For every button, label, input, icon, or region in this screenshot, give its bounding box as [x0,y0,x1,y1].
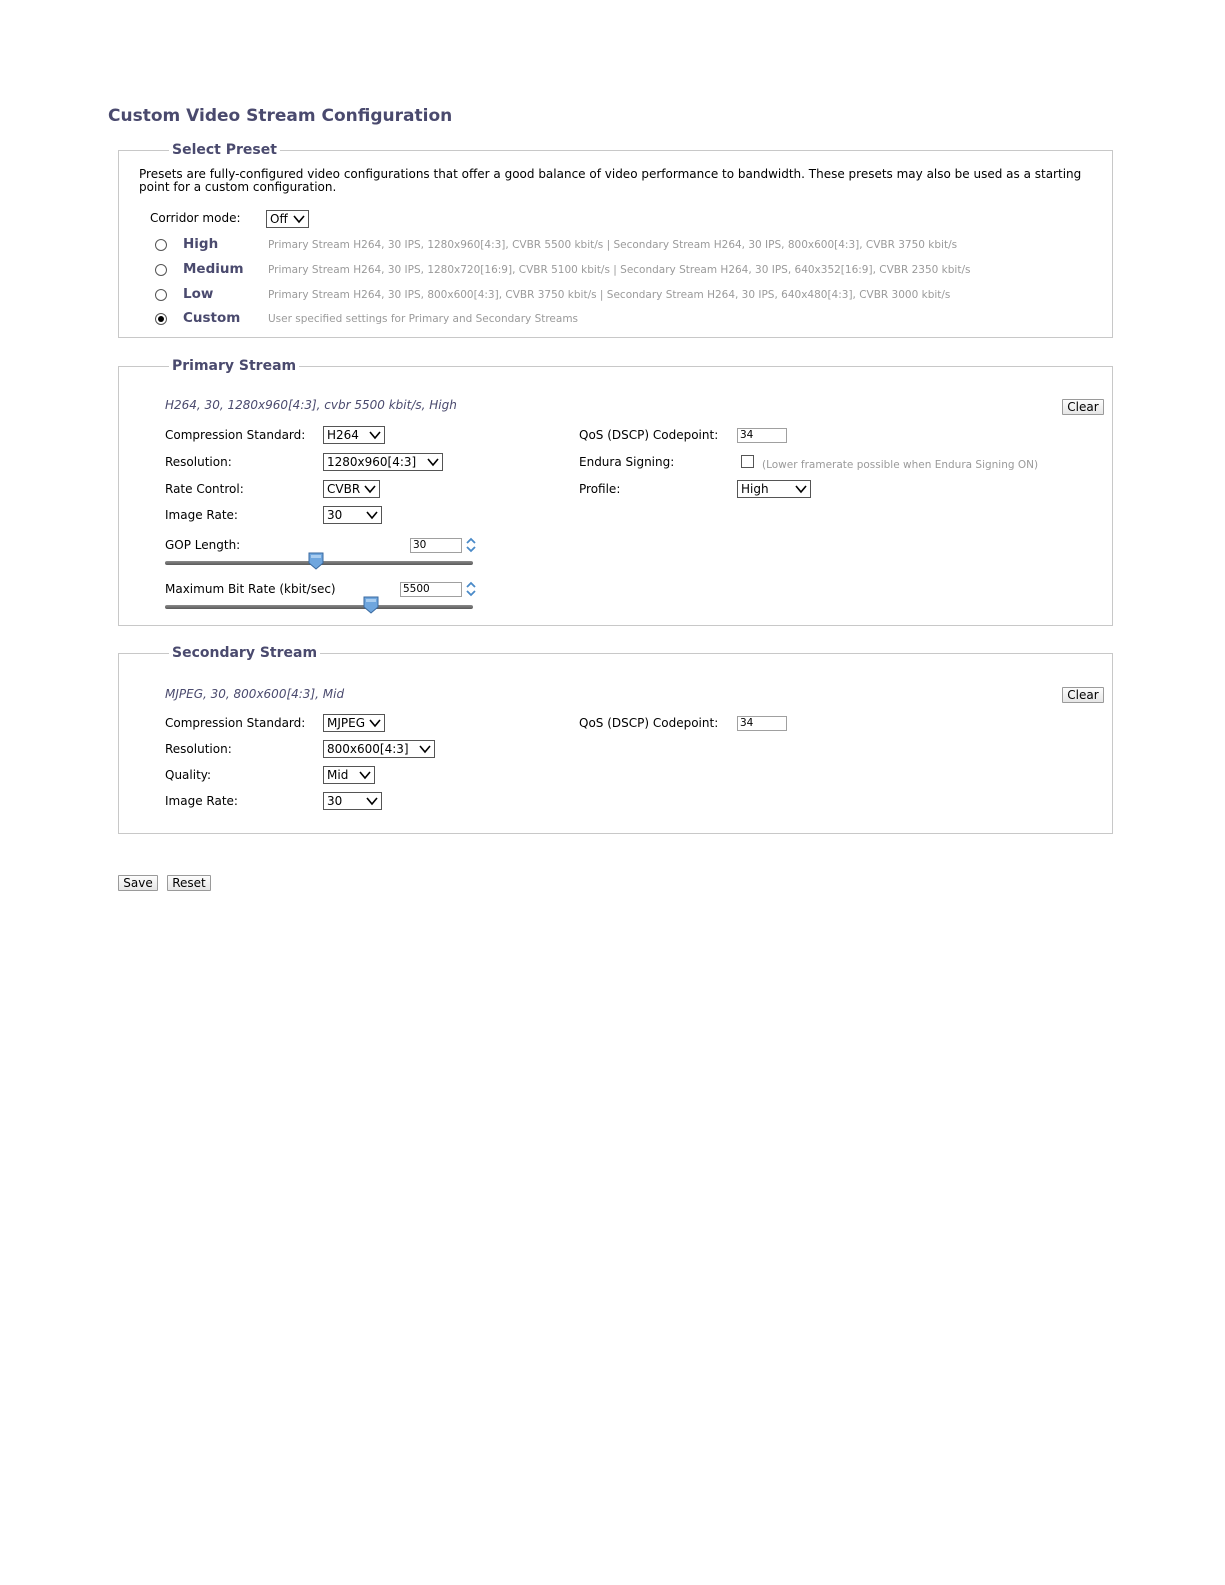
profile-value: High [741,482,769,496]
preset-name-high[interactable]: High [183,236,219,252]
preset-radio-high[interactable] [155,239,167,251]
secondary-compression-select[interactable] [323,714,385,732]
secondary-compression-value: MJPEG [327,716,366,730]
primary-clear-button[interactable]: Clear [1062,399,1104,415]
max-bitrate-input[interactable]: 5500 [400,582,462,597]
endura-signing-note: (Lower framerate possible when Endura Signing ON) [762,459,1039,471]
corridor-mode-label: Corridor mode: [150,211,241,225]
primary-compression-select[interactable] [323,426,385,444]
preset-name-custom[interactable]: Custom [183,310,241,326]
select-preset-legend: Select Preset [172,142,277,158]
primary-image-rate-select[interactable] [323,506,382,524]
preset-desc-low: Primary Stream H264, 30 IPS, 800x600[4:3], CVBR 3750 kbit/s | Secondary Stream H264, 30 IPS, 640x480[4:3], CVBR 3000 kbit/s [268,289,951,301]
preset-description: Presets are fully-configured video configurations that offer a good balance of video performance to bandwidth. These presets may also be used as a starting point for a custom configuration. [139,167,1082,194]
corridor-mode-value: Off [270,212,288,226]
chevron-down-icon [795,484,807,494]
corridor-mode-select[interactable] [266,210,309,228]
preset-desc-high: Primary Stream H264, 30 IPS, 1280x960[4:3], CVBR 5500 kbit/s | Secondary Stream H264, 30 IPS, 800x600[4:3], CVBR 3750 kbit/s [268,239,958,251]
primary-resolution-value: 1280x960[4:3] [327,455,417,469]
primary-stream-legend: Primary Stream [172,358,297,374]
chevron-down-icon [369,430,381,440]
endura-signing-label: Endura Signing: [579,455,675,469]
gop-spinner-icon[interactable] [466,537,476,553]
chevron-down-icon [419,744,431,754]
chevron-down-icon [366,510,378,520]
secondary-stream-group [118,645,1113,834]
bitrate-spinner-icon[interactable] [466,581,476,597]
chevron-down-icon [369,718,381,728]
preset-name-low[interactable]: Low [183,286,214,302]
primary-image-rate-label: Image Rate: [165,508,238,522]
primary-qos-input[interactable]: 34 [737,428,787,443]
secondary-image-rate-value: 30 [327,794,343,808]
primary-qos-label: QoS (DSCP) Codepoint: [579,428,719,442]
primary-summary: H264, 30, 1280x960[4:3], cvbr 5500 kbit/s, High [165,398,457,412]
primary-rate-control-label: Rate Control: [165,482,244,496]
primary-compression-label: Compression Standard: [165,428,306,442]
primary-rate-control-value: CVBR [327,482,361,496]
secondary-resolution-select[interactable] [323,740,435,758]
secondary-summary: MJPEG, 30, 800x600[4:3], Mid [165,687,345,701]
max-bitrate-label: Maximum Bit Rate (kbit/sec) [165,582,336,596]
reset-button[interactable]: Reset [167,875,211,891]
endura-signing-checkbox[interactable] [741,455,754,468]
profile-label: Profile: [579,482,621,496]
gop-length-label: GOP Length: [165,538,241,552]
secondary-resolution-label: Resolution: [165,742,232,756]
secondary-quality-label: Quality: [165,768,212,782]
secondary-qos-label: QoS (DSCP) Codepoint: [579,716,719,730]
secondary-quality-value: Mid [327,768,349,782]
secondary-quality-select[interactable] [323,766,375,784]
secondary-clear-button[interactable]: Clear [1062,687,1104,703]
primary-compression-value: H264 [327,428,359,442]
primary-resolution-select[interactable] [323,453,443,471]
preset-desc-medium: Primary Stream H264, 30 IPS, 1280x720[16:9], CVBR 5100 kbit/s | Secondary Stream H264, 30 IPS, 640x352[16:9], CVBR 2350 kbit/s [268,264,971,276]
secondary-image-rate-select[interactable] [323,792,382,810]
chevron-down-icon [427,457,439,467]
primary-rate-control-select[interactable] [323,480,380,498]
preset-desc-custom: User specified settings for Primary and Secondary Streams [268,313,579,325]
chevron-down-icon [364,484,376,494]
chevron-down-icon [359,770,371,780]
secondary-qos-input[interactable]: 34 [737,716,787,731]
secondary-image-rate-label: Image Rate: [165,794,238,808]
primary-image-rate-value: 30 [327,508,343,522]
gop-length-input[interactable]: 30 [410,538,462,553]
profile-select[interactable] [737,480,811,498]
preset-radio-medium[interactable] [155,264,167,276]
bitrate-slider-track[interactable] [165,605,473,609]
page-title: Custom Video Stream Configuration [108,106,453,126]
bitrate-slider-handle[interactable] [363,596,379,614]
save-button[interactable]: Save [118,875,158,891]
gop-slider-handle[interactable] [308,552,324,570]
secondary-stream-legend: Secondary Stream [172,645,318,661]
preset-radio-custom[interactable] [155,313,167,325]
chevron-down-icon [366,796,378,806]
secondary-resolution-value: 800x600[4:3] [327,742,409,756]
preset-radio-low[interactable] [155,289,167,301]
primary-resolution-label: Resolution: [165,455,232,469]
preset-name-medium[interactable]: Medium [183,261,244,277]
secondary-compression-label: Compression Standard: [165,716,306,730]
chevron-down-icon [293,214,305,224]
